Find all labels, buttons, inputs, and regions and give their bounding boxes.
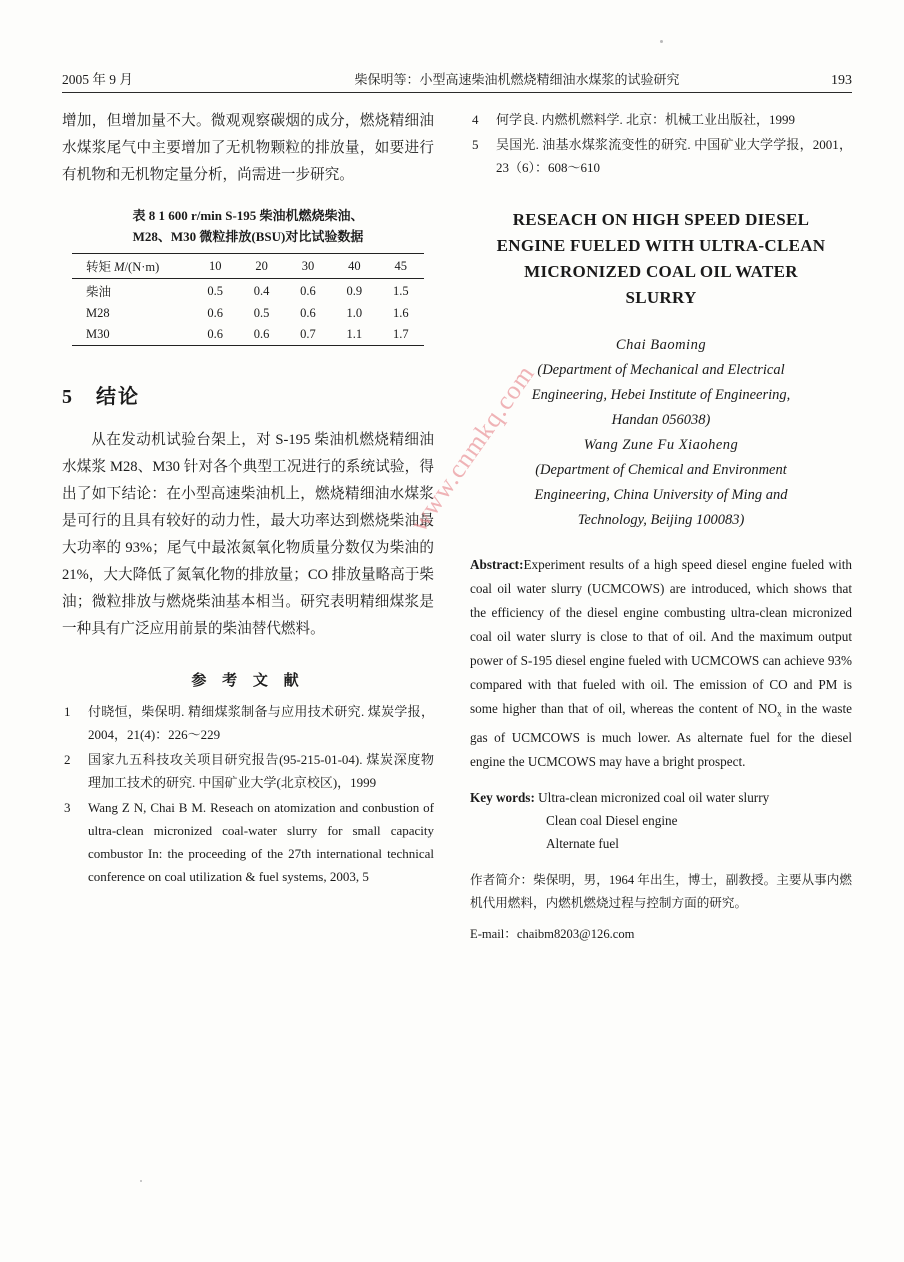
keywords-block bbox=[470, 786, 852, 855]
header-divider bbox=[62, 92, 852, 93]
author-bio-label: 作者简介： bbox=[470, 872, 534, 887]
author-bio-text: 柴保明，男，1964 年出生，博士，副教授。主要从事内燃机代用燃料，内燃机燃烧过程与控制方面的研究。 bbox=[470, 872, 852, 910]
header-running-title: 柴保明等：小型高速柴油机燃烧精细油水煤浆的试验研究 bbox=[354, 72, 680, 87]
reference-text: 何学良. 内燃机燃料学. 北京：机械工业出版社，1999 bbox=[496, 112, 796, 127]
table-caption-line1: 表 8 1 600 r/min S-195 柴油机燃烧柴油、 bbox=[132, 208, 364, 223]
list-item bbox=[62, 748, 434, 794]
table-cell: 0.6 bbox=[207, 306, 223, 320]
abstract bbox=[470, 553, 852, 774]
table-row-label: M28 bbox=[86, 306, 110, 320]
affiliation-line: Engineering, Hebei Institute of Engineering, bbox=[531, 387, 791, 403]
keyword-line: Ultra-clean micronized coal oil water slurry bbox=[538, 789, 770, 805]
abstract-text: Experiment results of a high speed diesel engine fueled with coal oil water slurry (UCMCOWS) are introduced, which shows that the efficiency of the diesel engine combusting ultra-clean micronized coal oil water slurry is close to that of oil. And the maximum output power of S-195 diesel engine fueled with UCMCOWS can achieve 93% compared with that fueled with oil. The emission of CO and PM is some higher than that of oil, whereas the content of NO bbox=[470, 557, 852, 716]
table-cell: 0.6 bbox=[300, 283, 316, 298]
references-heading: 参 考 文 献 bbox=[191, 673, 305, 689]
section-heading bbox=[62, 380, 434, 409]
left-column bbox=[62, 108, 434, 890]
reference-text: Wang Z N, Chai B M. Reseach on atomization and conbustion of ultra-clean micronized coal-water slurry for small capacity combustor In: the proceeding of the 27th international technical conference on coal utilization & fuel systems, 2003, 5 bbox=[88, 800, 434, 884]
affiliation-line: Handan 056038) bbox=[611, 412, 711, 428]
table-header-cell-5: 45 bbox=[394, 258, 408, 273]
table-cell: 0.5 bbox=[207, 283, 223, 298]
watermark: www.cnmkq.com bbox=[404, 359, 541, 537]
abstract-subscript: x bbox=[777, 708, 782, 719]
abstract-text-cont: in the waste gas of UCMCOWS is much lower. As alternate fuel for the diesel engine the UCMCOWS may have a bright prospect. bbox=[470, 701, 852, 769]
list-item bbox=[470, 108, 852, 131]
table-cell: 0.7 bbox=[300, 327, 316, 341]
list-item bbox=[62, 796, 434, 888]
table-cell: 0.6 bbox=[207, 327, 223, 341]
english-title-line: SLURRY bbox=[625, 288, 697, 307]
reference-text: 付晓恒，柴保明. 精细煤浆制备与应用技术研究. 煤炭学报，2004，21(4)：226～229 bbox=[88, 704, 434, 742]
header-date: 2005 年 9 月 bbox=[62, 72, 133, 87]
table-header-cell-4: 40 bbox=[348, 258, 361, 273]
table-cell: 1.5 bbox=[392, 283, 409, 298]
page-number: 193 bbox=[831, 73, 852, 88]
table-caption-line2: M28、M30 微粒排放(BSU)对比试验数据 bbox=[132, 229, 364, 244]
author-name: Chai Baoming bbox=[615, 337, 707, 353]
table-caption bbox=[62, 205, 434, 247]
reference-text: 国家九五科技攻关项目研究报告(95-215-01-04). 煤炭深度物理加工技术的研究. 中国矿业大学(北京校区)，1999 bbox=[88, 752, 434, 790]
table-cell: 0.5 bbox=[253, 306, 270, 320]
table-header-cell-2: 20 bbox=[255, 258, 268, 273]
table-row bbox=[72, 279, 424, 304]
reference-text: 吴国光. 油基水煤浆流变性的研究. 中国矿业大学学报，2001，23（6）：608～610 bbox=[496, 137, 852, 175]
keywords-label: Key words: bbox=[470, 789, 535, 805]
affiliation-line: Engineering, China University of Ming and bbox=[534, 487, 788, 503]
table-cell: 0.6 bbox=[253, 327, 270, 341]
particulate-emission-table bbox=[72, 253, 424, 346]
page-header bbox=[62, 68, 852, 89]
keyword-line: Clean coal Diesel engine bbox=[546, 812, 678, 828]
affiliation-line: (Department of Chemical and Environment bbox=[535, 462, 787, 478]
section-title: 结论 bbox=[96, 386, 140, 408]
reference-number: 5 bbox=[472, 137, 479, 152]
english-title-line: ENGINE FUELED WITH ULTRA-CLEAN bbox=[496, 236, 826, 255]
reference-number: 4 bbox=[472, 112, 479, 127]
conclusion-paragraph: 从在发动机试验台架上，对 S-195 柴油机燃烧精细油水煤浆 M28、M30 针对各个典型工况进行的系统试验，得出了如下结论：在小型高速柴油机上，燃烧精细油水煤浆是可行的且具有较好的动力性，最大功率达到燃烧柴油最大功率的 93%；尾气中最浓氮氧化物质量分数仅为柴油的 21%，大大降低了氮氧化物的排放量；CO 排放量略高于柴油；微粒排放与燃烧柴油基本相当。研究表明精细煤浆是一种具有广泛应用前景的柴油替代燃料。 bbox=[62, 432, 434, 637]
reference-list-right bbox=[470, 108, 852, 179]
table-row-label: M30 bbox=[86, 327, 110, 341]
english-title bbox=[470, 207, 852, 311]
author-affiliation-block bbox=[470, 333, 852, 533]
table-cell: 0.4 bbox=[253, 283, 270, 298]
list-item bbox=[470, 133, 852, 179]
affiliation-line: (Department of Mechanical and Electrical bbox=[537, 362, 785, 378]
table-cell: 0.6 bbox=[300, 306, 316, 320]
author-name: Wang Zune Fu Xiaoheng bbox=[583, 437, 739, 453]
table-cell: 1.0 bbox=[346, 306, 363, 320]
table-row bbox=[72, 303, 424, 324]
table-cell: 0.9 bbox=[346, 283, 363, 298]
reference-number: 3 bbox=[64, 800, 71, 815]
table-header-cell-1: 10 bbox=[208, 258, 222, 273]
table-row-label: 柴油 bbox=[86, 285, 112, 299]
table-row bbox=[72, 324, 424, 346]
reference-number: 1 bbox=[64, 704, 71, 719]
author-bio bbox=[470, 869, 852, 915]
english-title-line: RESEACH ON HIGH SPEED DIESEL bbox=[512, 210, 810, 229]
affiliation-line: Technology, Beijing 100083) bbox=[577, 512, 745, 528]
email-label: E-mail： bbox=[470, 926, 517, 941]
keyword-line: Alternate fuel bbox=[546, 835, 619, 851]
continued-paragraph: 增加，但增加量不大。微观观察碳烟的成分，燃烧精细油水煤浆尾气中主要增加了无机物颗粒的排放量，如要进行有机物和无机物定量分析，尚需进一步研究。 bbox=[62, 113, 434, 183]
table-cell: 1.7 bbox=[392, 327, 409, 341]
right-column bbox=[470, 108, 852, 942]
table-header-cell-3: 30 bbox=[301, 258, 315, 273]
reference-number: 2 bbox=[64, 752, 71, 767]
abstract-label: Abstract: bbox=[470, 557, 524, 572]
scan-speck bbox=[660, 40, 663, 43]
english-title-line: MICRONIZED COAL OIL WATER bbox=[524, 262, 798, 281]
table-header-cell-0: 转矩 M/(N·m) bbox=[86, 260, 160, 274]
table-cell: 1.6 bbox=[392, 306, 409, 320]
contact-email bbox=[470, 923, 852, 942]
table-header-row bbox=[72, 254, 424, 279]
table-cell: 1.1 bbox=[346, 327, 363, 341]
reference-list-left bbox=[62, 700, 434, 888]
section-number: 5 bbox=[62, 386, 74, 408]
scan-speck bbox=[140, 1180, 142, 1182]
email-value: chaibm8203@126.com bbox=[516, 926, 635, 941]
list-item bbox=[62, 700, 434, 746]
